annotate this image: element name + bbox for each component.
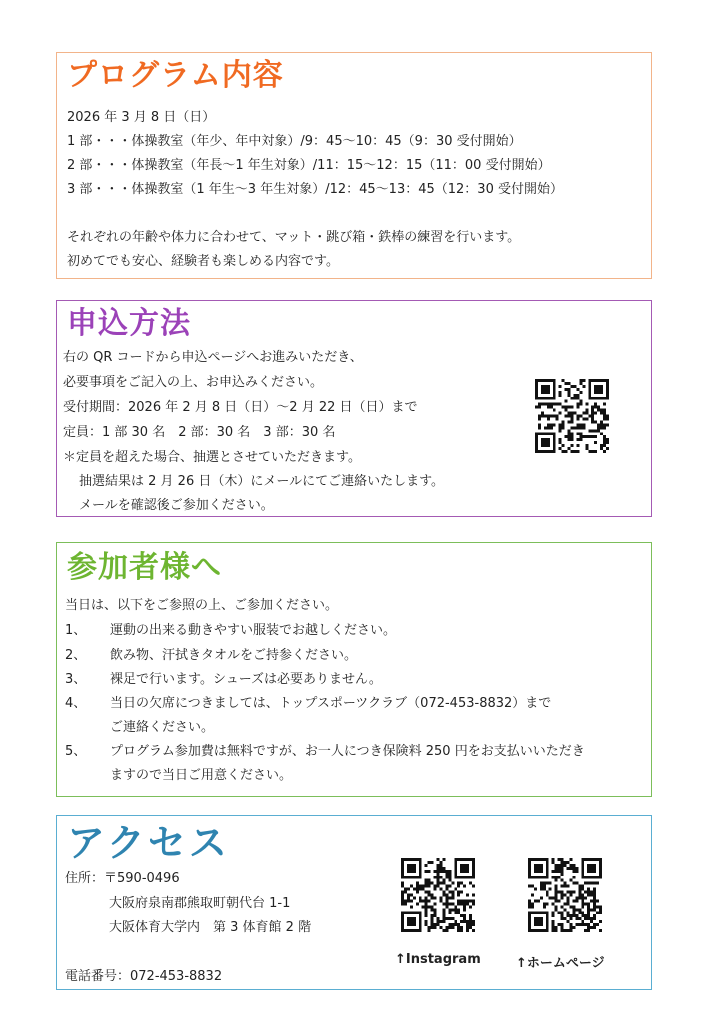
program-title: プログラム内容: [67, 58, 284, 93]
program-date: 2026 年 3 月 8 日（日）: [67, 110, 216, 125]
list-item: 当日の欠席につきましては、トップスポーツクラブ（072-453-8832）まで: [110, 696, 552, 711]
application-line-2: 必要事項をご記入の上、お申込みください。: [63, 375, 324, 390]
application-period: 受付期間：2026 年 2 月 8 日（日）〜2 月 22 日（日）まで: [63, 400, 418, 415]
participants-section: [56, 542, 652, 797]
list-item-number: 4、: [65, 696, 87, 711]
list-item: 裸足で行います。シューズは必要ありません。: [110, 672, 382, 687]
list-item: 運動の出来る動きやすい服装でお越しください。: [110, 623, 397, 638]
application-note-1: ＊定員を超えた場合、抽選とさせていただきます。: [63, 450, 361, 465]
list-item-number: 2、: [65, 648, 87, 663]
program-session-2: 2 部・・・体操教室（年長〜1 年生対象）/11：15〜12：15（11：00 受付開始）: [67, 158, 551, 173]
application-title: 申込方法: [67, 306, 191, 341]
program-description-2: 初めてでも安心、経験者も楽しめる内容です。: [67, 254, 339, 269]
address-label: 住所：〒590-0496: [65, 871, 180, 886]
instagram-qr-code-icon[interactable]: [401, 858, 475, 932]
access-section: [56, 815, 652, 990]
phone-number: 電話番号：072-453-8832: [65, 969, 223, 984]
list-item-number: 3、: [65, 672, 87, 687]
application-note-2: 抽選結果は 2 月 26 日（木）にメールにてご連絡いたします。: [79, 474, 445, 489]
homepage-caption: ↑ホームページ: [516, 956, 605, 971]
instagram-caption: ↑Instagram: [395, 952, 481, 967]
program-section: [56, 52, 652, 279]
qr-code-icon[interactable]: [535, 379, 609, 453]
list-item: 飲み物、汗拭きタオルをご持参ください。: [110, 648, 358, 663]
list-item-continued: ご連絡ください。: [110, 720, 215, 735]
participants-title: 参加者様へ: [67, 550, 222, 585]
program-session-1: 1 部・・・体操教室（年少、年中対象）/9：45〜10：45（9：30 受付開始）: [67, 134, 522, 149]
address-line-2: 大阪体育大学内 第 3 体育館 2 階: [109, 920, 312, 935]
application-note-3: メールを確認後ご参加ください。: [79, 498, 274, 513]
list-item-number: 1、: [65, 623, 87, 638]
address-line-1: 大阪府泉南郡熊取町朝代台 1-1: [109, 896, 291, 911]
program-session-3: 3 部・・・体操教室（1 年生〜3 年生対象）/12：45〜13：45（12：30 受付開始）: [67, 182, 563, 197]
program-description-1: それぞれの年齢や体力に合わせて、マット・跳び箱・鉄棒の練習を行います。: [67, 230, 521, 245]
list-item: プログラム参加費は無料ですが、お一人につき保険料 250 円をお支払いいただき: [110, 744, 585, 759]
application-line-1: 右の QR コードから申込ページへお進みいただき、: [63, 350, 363, 365]
access-title: アクセス: [67, 821, 230, 865]
homepage-qr-code-icon[interactable]: [528, 858, 602, 932]
application-capacity: 定員：1 部 30 名 2 部：30 名 3 部：30 名: [63, 425, 336, 440]
application-section: [56, 300, 652, 517]
list-item-number: 5、: [65, 744, 87, 759]
list-item-continued: ますので当日ご用意ください。: [110, 768, 293, 783]
participants-intro: 当日は、以下をご参照の上、ご参加ください。: [65, 598, 339, 613]
